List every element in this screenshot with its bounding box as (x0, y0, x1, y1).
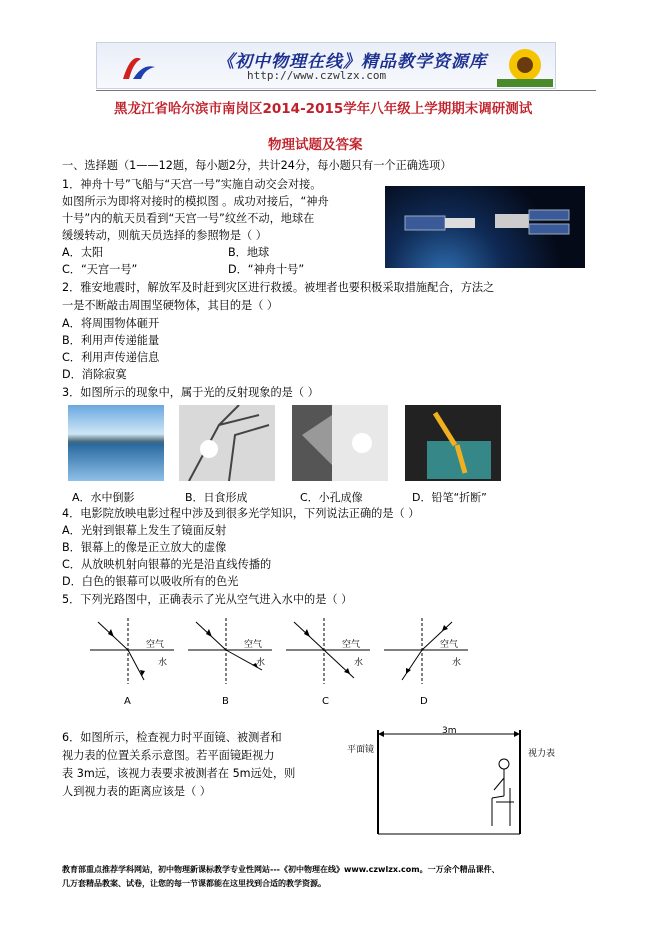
eye-test-diagram (370, 726, 560, 838)
page-title: 黑龙江省哈尔滨市南岗区2014-2015学年八年级上学期期末调研测试 (114, 101, 533, 117)
air-label: 空气 (146, 640, 165, 650)
option-letter-a: A (124, 696, 131, 707)
water-label: 水 (452, 658, 462, 668)
diagram-b (188, 618, 272, 684)
q4-stem: 4．电影院放映电影过程中涉及到很多光学知识，下列说法正确的是（ ） (62, 507, 420, 520)
banner-title: 《初中物理在线》精品教学资源库 (217, 52, 487, 72)
q2-option: A．将周围物体砸开 (62, 317, 160, 330)
chart-label: 视力表 (528, 749, 556, 759)
q3-caption: A．水中倒影 (72, 491, 135, 504)
q4-option: C．从放映机射向银幕的光是沿直线传播的 (62, 558, 272, 571)
q2-option: C．利用声传递信息 (62, 351, 160, 364)
spacecraft-docking-image (385, 186, 585, 268)
q4-option: D．白色的银幕可以吸收所有的色光 (62, 575, 239, 588)
air-label: 空气 (342, 640, 361, 650)
q1-line: 如图所示为即将对接时的模拟图 。成功对接后，“神舟 (62, 195, 329, 208)
option-letter-d: D (420, 696, 428, 707)
banner (96, 42, 556, 89)
footer-line: 教育部重点推荐学科网站，初中物理新课标教学专业性网站---《初中物理在线》www.czwlzx.com。一万余个精品课件、 (62, 865, 500, 874)
q1-option-c: C．“天宫一号” (62, 263, 138, 276)
option-letter-b: B (222, 696, 229, 707)
water-label: 水 (158, 658, 168, 668)
q2-option: D．消除寂寞 (62, 368, 127, 381)
footer-line: 几万套精品教案、试卷，让您的每一节课都能在这里找到合适的教学资源。 (62, 879, 326, 888)
q1-option-d: D．“神舟十号” (228, 263, 305, 276)
q3-caption: B．日食形成 (185, 491, 248, 504)
q2-option: B．利用声传递能量 (62, 334, 160, 347)
water-label: 水 (256, 658, 266, 668)
q3-caption: D．铅笔“折断” (412, 491, 487, 504)
q6-line: 视力表的位置关系示意图。若平面镜距视力 (62, 749, 275, 762)
person-icon (492, 759, 514, 826)
air-label: 空气 (244, 640, 263, 650)
diagram-d (384, 618, 468, 684)
q3-stem: 3．如图所示的现象中，属于光的反射现象的是（ ） (62, 386, 319, 399)
pinhole-image (292, 405, 388, 481)
option-letter-c: C (322, 696, 329, 707)
sunflower-icon (497, 45, 553, 87)
q3-caption: C．小孔成像 (300, 491, 363, 504)
q4-option: B．银幕上的像是正立放大的虚像 (62, 541, 227, 554)
header-rule (96, 90, 596, 91)
banner-url: http://www.czwlzx.com (247, 69, 387, 82)
page-subtitle: 物理试题及答案 (268, 137, 363, 153)
section-heading: 一、选择题（1——12题，每小题2分，共计24分，每小题只有一个正确选项） (62, 159, 452, 172)
solar-eclipse-image (179, 405, 275, 481)
mirror-label: 平面镜 (347, 745, 375, 755)
pencil-in-water-image (405, 405, 501, 481)
q5-stem: 5．下列光路图中，正确表示了光从空气进入水中的是（ ） (62, 593, 353, 606)
q6-line: 表 3m远，该视力表要求被测者在 5m远处，则 (62, 767, 296, 780)
q1-option-a: A．太阳 (62, 246, 104, 259)
air-label: 空气 (440, 640, 459, 650)
distance-label: 3m (442, 726, 457, 736)
q6-line: 人到视力表的距离应该是（ ） (62, 785, 211, 798)
water-reflection-image (68, 405, 164, 481)
q1-line: 十号”内的航天员看到“天宫一号”纹丝不动，地球在 (62, 212, 315, 225)
diagram-a (90, 618, 174, 684)
q6-line: 6．如图所示，检查视力时平面镜、被测者和 (62, 731, 282, 744)
q2-line: 2．雅安地震时，解放军及时赶到灾区进行救援。被埋者也要积极采取措施配合，方法之 (62, 281, 495, 294)
q1-line: 1．神舟十号”飞船与“天宫一号”实施自动交会对接。 (62, 178, 322, 191)
diagram-c (286, 618, 370, 684)
q1-option-b: B．地球 (228, 246, 270, 259)
logo-icon (119, 49, 159, 83)
q4-option: A．光射到银幕上发生了镜面反射 (62, 524, 227, 537)
q2-line: 一是不断敲击周围坚硬物体，其目的是（ ） (62, 299, 279, 312)
water-label: 水 (354, 658, 364, 668)
light-path-diagrams (84, 612, 484, 692)
q1-line: 缓缓转动，则航天员选择的参照物是（ ） (62, 229, 267, 242)
